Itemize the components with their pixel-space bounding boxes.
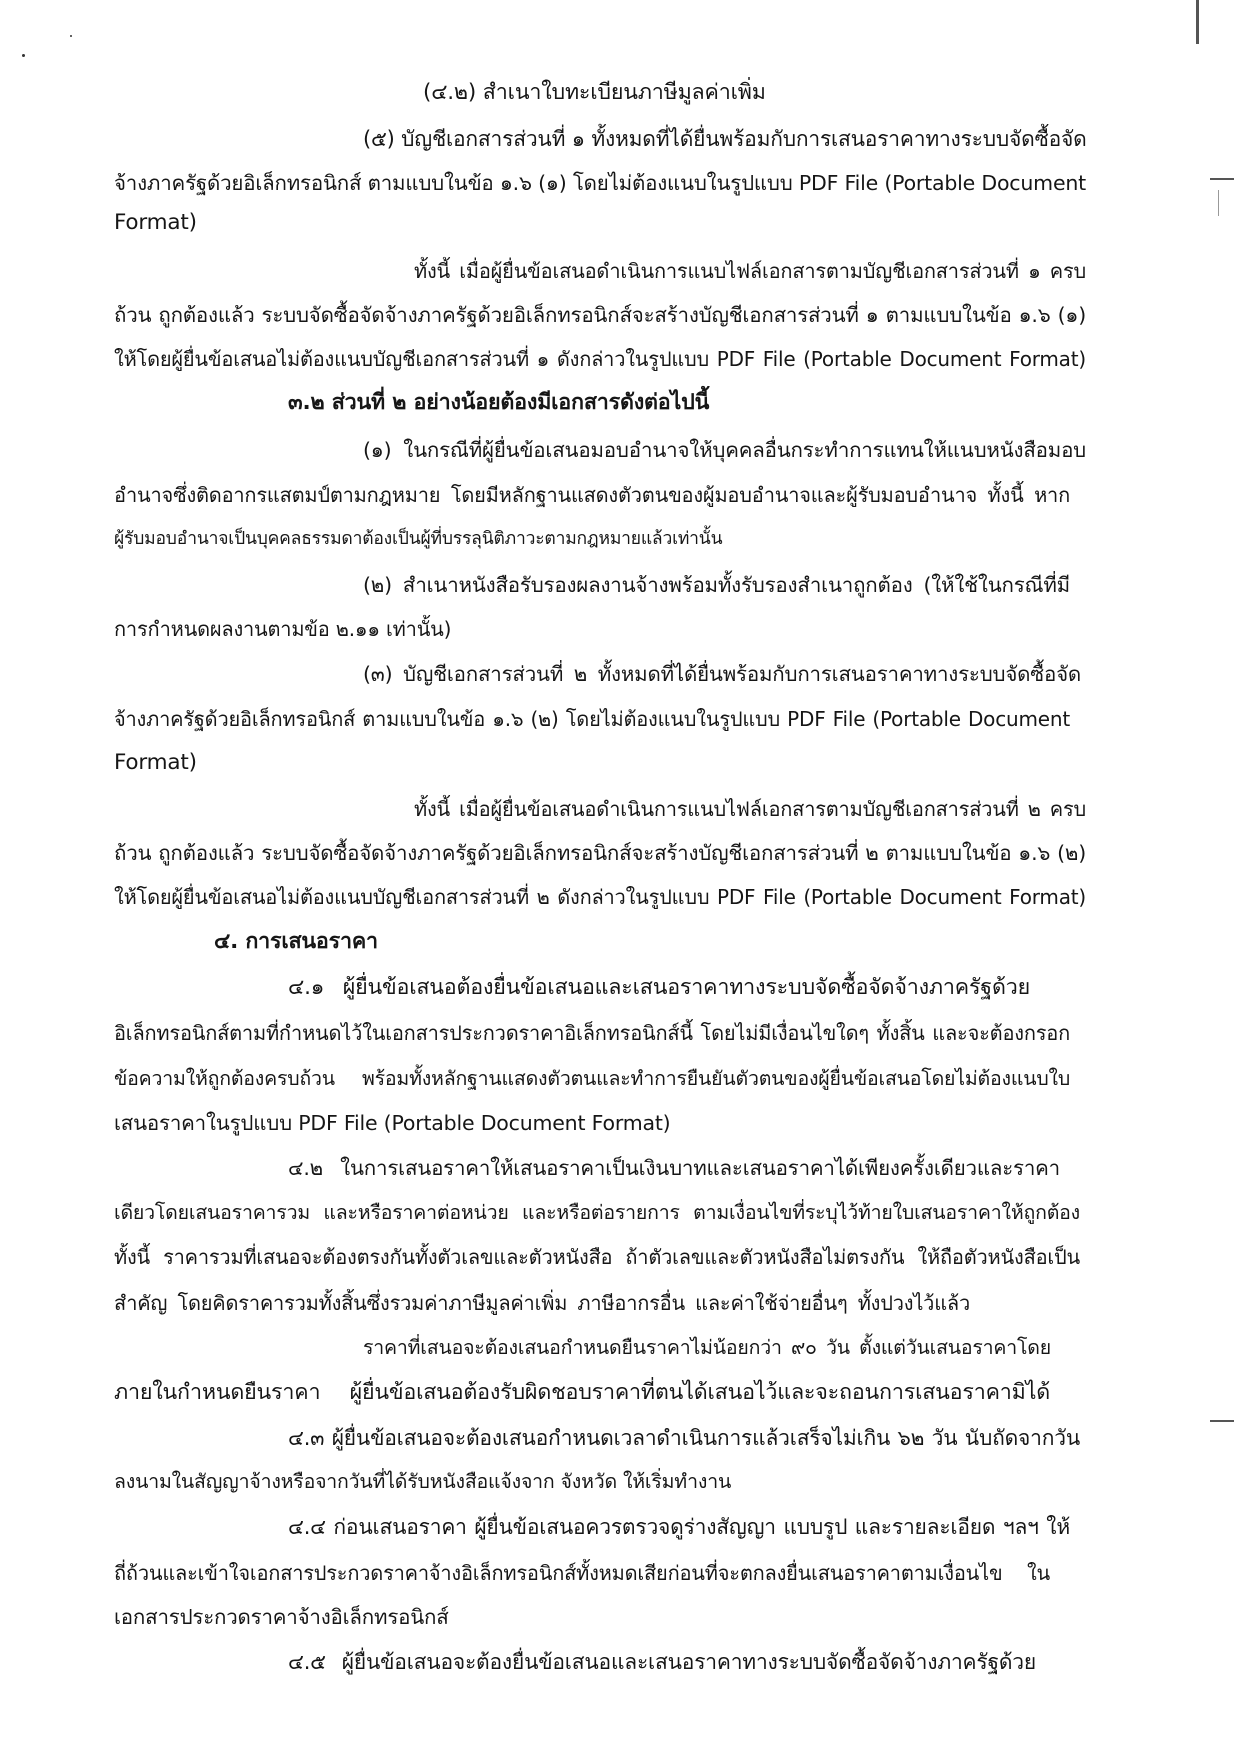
text-line: อิเล็กทรอนิกส์ตามที่กำหนดไว้ในเอกสารประกวดราคาอิเล็กทรอนิกส์นี้ โดยไม่มีเงื่อนไขใดๆ ทั้งสิ้น และจะต้องกรอก [114,1021,1070,1045]
text-line: ๔.๔ ก่อนเสนอราคา ผู้ยื่นข้อเสนอควรตรวจดูร่างสัญญา แบบรูป และรายละเอียด ฯลฯ ให้ [288,1515,1070,1539]
text-line: ทั้งนี้ เมื่อผู้ยื่นข้อเสนอดำเนินการแนบไฟล์เอกสารตามบัญชีเอกสารส่วนที่ ๒ ครบ [414,797,1086,821]
text-line: ราคาที่เสนอจะต้องเสนอกำหนดยืนราคาไม่น้อยกว่า ๙๐ วัน ตั้งแต่วันเสนอราคาโดย [363,1336,1051,1359]
text-line: (๒) สำเนาหนังสือรับรองผลงานจ้างพร้อมทั้งรับรองสำเนาถูกต้อง (ให้ใช้ในกรณีที่มี [363,573,1070,597]
scan-mark-right-2 [1218,190,1219,216]
scan-dot-2 [70,35,72,37]
text-line: ผู้รับมอบอำนาจเป็นบุคคลธรรมดาต้องเป็นผู้ที่บรรลุนิติภาวะตามกฎหมายแล้วเท่านั้น [114,529,723,549]
text-line: ๔.๑ ผู้ยื่นข้อเสนอต้องยื่นข้อเสนอและเสนอราคาทางระบบจัดซื้อจัดจ้างภาครัฐด้วย [288,975,1030,1000]
text-line: ถ้วน ถูกต้องแล้ว ระบบจัดซื้อจัดจ้างภาครัฐด้วยอิเล็กทรอนิกส์จะสร้างบัญชีเอกสารส่วนที่ ๒ ตามแบบในข้อ ๑.๖ (๒) [114,841,1086,865]
text-line: Format) [114,750,197,775]
scan-dot-1 [22,54,25,57]
text-line: จ้างภาครัฐด้วยอิเล็กทรอนิกส์ ตามแบบในข้อ ๑.๖ (๒) โดยไม่ต้องแนบในรูปแบบ PDF File (Portable Document [114,707,1070,731]
text-line: (๑) ในกรณีที่ผู้ยื่นข้อเสนอมอบอำนาจให้บุคคลอื่นกระทำการแทนให้แนบหนังสือมอบ [363,438,1086,462]
text-line: ให้โดยผู้ยื่นข้อเสนอไม่ต้องแนบบัญชีเอกสารส่วนที่ ๑ ดังกล่าวในรูปแบบ PDF File (Portable Document Format) [114,347,1086,371]
text-line: (๓) บัญชีเอกสารส่วนที่ ๒ ทั้งหมดที่ได้ยื่นพร้อมกับการเสนอราคาทางระบบจัดซื้อจัด [363,662,1081,686]
text-line: ทั้งนี้ เมื่อผู้ยื่นข้อเสนอดำเนินการแนบไฟล์เอกสารตามบัญชีเอกสารส่วนที่ ๑ ครบ [414,259,1086,283]
text-line: จ้างภาครัฐด้วยอิเล็กทรอนิกส์ ตามแบบในข้อ ๑.๖ (๑) โดยไม่ต้องแนบในรูปแบบ PDF File (Portable Document [114,171,1086,195]
text-line: ๔.๕ ผู้ยื่นข้อเสนอจะต้องยื่นข้อเสนอและเสนอราคาทางระบบจัดซื้อจัดจ้างภาครัฐด้วย [288,1650,1036,1674]
text-line: ให้โดยผู้ยื่นข้อเสนอไม่ต้องแนบบัญชีเอกสารส่วนที่ ๒ ดังกล่าวในรูปแบบ PDF File (Portable Document Format) [114,885,1086,909]
text-line: ข้อความให้ถูกต้องครบถ้วน พร้อมทั้งหลักฐานแสดงตัวตนและทำการยืนยันตัวตนของผู้ยื่นข้อเสนอโดยไม่ต้องแนบใบ [114,1067,1070,1090]
text-line: ถี่ถ้วนและเข้าใจเอกสารประกวดราคาจ้างอิเล็กทรอนิกส์ทั้งหมดเสียก่อนที่จะตกลงยื่นเสนอราคาตามเงื่อนไข ใน [114,1561,1050,1585]
text-line: ถ้วน ถูกต้องแล้ว ระบบจัดซื้อจัดจ้างภาครัฐด้วยอิเล็กทรอนิกส์จะสร้างบัญชีเอกสารส่วนที่ ๑ ตามแบบในข้อ ๑.๖ (๑) [114,303,1086,327]
text-line: ภายในกำหนดยืนราคา ผู้ยื่นข้อเสนอต้องรับผิดชอบราคาที่ตนได้เสนอไว้และจะถอนการเสนอราคามิได้ [114,1380,1050,1405]
text-line: ๔.๓ ผู้ยื่นข้อเสนอจะต้องเสนอกำหนดเวลาดำเนินการแล้วเสร็จไม่เกิน ๖๒ วัน นับถัดจากวัน [288,1426,1080,1450]
scan-mark-right-1 [1210,178,1234,180]
text-line: Format) [114,210,197,235]
scan-mark-top-right [1196,0,1199,44]
text-line: (๕) บัญชีเอกสารส่วนที่ ๑ ทั้งหมดที่ได้ยื่นพร้อมกับการเสนอราคาทางระบบจัดซื้อจัด [363,127,1087,151]
text-line: ๓.๒ ส่วนที่ ๒ อย่างน้อยต้องมีเอกสารดังต่อไปนี้ [288,390,710,415]
text-line: ทั้งนี้ ราคารวมที่เสนอจะต้องตรงกันทั้งตัวเลขและตัวหนังสือ ถ้าตัวเลขและตัวหนังสือไม่ตรงกัน ให้ถือตัวหนังสือเป็น [114,1245,1080,1269]
text-line: อำนาจซึ่งติดอากรแสตมป์ตามกฎหมาย โดยมีหลักฐานแสดงตัวตนของผู้มอบอำนาจและผู้รับมอบอำนาจ ทั้งนี้ หาก [114,483,1070,507]
text-line: ลงนามในสัญญาจ้างหรือจากวันที่ได้รับหนังสือแจ้งจาก จังหวัด ให้เริ่มทำงาน [114,1470,732,1493]
text-line: (๔.๒) สำเนาใบทะเบียนภาษีมูลค่าเพิ่ม [423,80,766,105]
text-line: เสนอราคาในรูปแบบ PDF File (Portable Document Format) [114,1111,671,1135]
text-line: การกำหนดผลงานตามข้อ ๒.๑๑ เท่านั้น) [114,617,452,641]
text-line: ๔. การเสนอราคา [214,929,378,954]
text-line: สำคัญ โดยคิดราคารวมทั้งสิ้นซึ่งรวมค่าภาษีมูลค่าเพิ่ม ภาษีอากรอื่น และค่าใช้จ่ายอื่นๆ ทั้งปวงไว้แล้ว [114,1291,970,1315]
text-line: เดียวโดยเสนอราคารวม และหรือราคาต่อหน่วย และหรือต่อรายการ ตามเงื่อนไขที่ระบุไว้ท้ายใบเสนอราคาให้ถูกต้อง [114,1201,1080,1224]
text-line: ๔.๒ ในการเสนอราคาให้เสนอราคาเป็นเงินบาทและเสนอราคาได้เพียงครั้งเดียวและราคา [288,1156,1060,1180]
text-line: เอกสารประกวดราคาจ้างอิเล็กทรอนิกส์ [114,1605,449,1629]
scan-mark-right-3 [1210,1420,1234,1422]
